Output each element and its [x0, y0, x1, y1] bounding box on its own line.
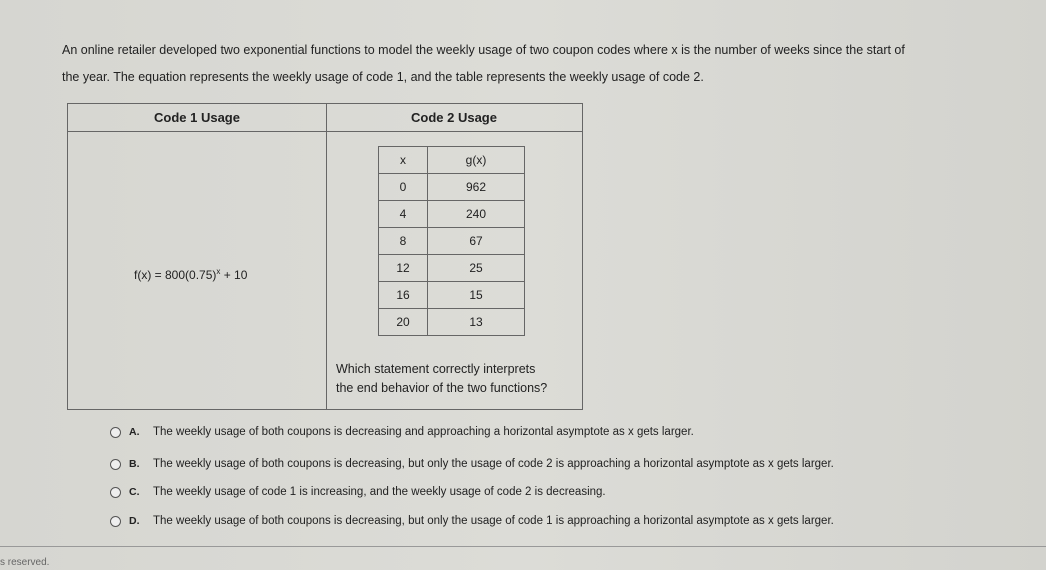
equation-tail: + 10: [220, 268, 248, 282]
radio-icon[interactable]: [110, 487, 121, 498]
column-divider: [326, 104, 327, 409]
col-x: x: [379, 147, 428, 174]
question-line-2: the end behavior of the two functions?: [336, 381, 548, 395]
usage-table: [67, 103, 583, 410]
equation: [134, 267, 247, 282]
header-code-2: Code 2 Usage: [326, 104, 582, 132]
option-letter: D.: [129, 515, 140, 527]
intro-line-2: the year. The equation represents the weekly usage of code 1, and the table represents the weekly usage of code 2.: [62, 70, 704, 84]
option-text: The weekly usage of both coupons is decreasing, but only the usage of code 1 is approaching a horizontal asymptote as x gets larger.: [153, 515, 834, 527]
intro-line-1: An online retailer developed two exponential functions to model the weekly usage of two coupon codes where x is the number of weeks since the start of: [62, 43, 905, 57]
cell-x: 4: [379, 201, 428, 228]
cell-x: 20: [379, 309, 428, 336]
option-text: The weekly usage of both coupons is decreasing and approaching a horizontal asymptote as x gets larger.: [153, 426, 694, 438]
option-letter: C.: [129, 486, 140, 498]
table-row: [379, 174, 525, 201]
cell-x: 12: [379, 255, 428, 282]
cell-gx: 15: [428, 282, 525, 309]
header-code-1: Code 1 Usage: [68, 104, 326, 132]
cell-x: 8: [379, 228, 428, 255]
cell-gx: 13: [428, 309, 525, 336]
table-row: [379, 201, 525, 228]
equation-exponent: x: [216, 267, 221, 276]
option-text: The weekly usage of both coupons is decreasing, but only the usage of code 2 is approaching a horizontal asymptote as x gets larger.: [153, 458, 834, 470]
option-letter: A.: [129, 426, 140, 438]
cell-gx: 67: [428, 228, 525, 255]
cell-gx: 240: [428, 201, 525, 228]
question-line-1: Which statement correctly interprets: [336, 362, 536, 376]
g-table: [378, 146, 525, 336]
table-row: [379, 228, 525, 255]
question: [336, 360, 547, 398]
option-a[interactable]: [110, 426, 694, 438]
option-b[interactable]: [110, 458, 834, 470]
table-row: [379, 309, 525, 336]
radio-icon[interactable]: [110, 427, 121, 438]
footer-divider: [0, 546, 1046, 547]
radio-icon[interactable]: [110, 516, 121, 527]
cell-x: 0: [379, 174, 428, 201]
option-letter: B.: [129, 458, 140, 470]
option-c[interactable]: [110, 486, 606, 498]
radio-icon[interactable]: [110, 459, 121, 470]
table-row: [379, 282, 525, 309]
cell-gx: 962: [428, 174, 525, 201]
option-text: The weekly usage of code 1 is increasing, and the weekly usage of code 2 is decreasing.: [153, 486, 606, 498]
cell-gx: 25: [428, 255, 525, 282]
table-row: [379, 255, 525, 282]
option-d[interactable]: [110, 515, 834, 527]
equation-base: f(x) = 800(0.75): [134, 268, 217, 282]
footer-text: s reserved.: [0, 557, 50, 568]
col-gx: g(x): [428, 147, 525, 174]
cell-x: 16: [379, 282, 428, 309]
